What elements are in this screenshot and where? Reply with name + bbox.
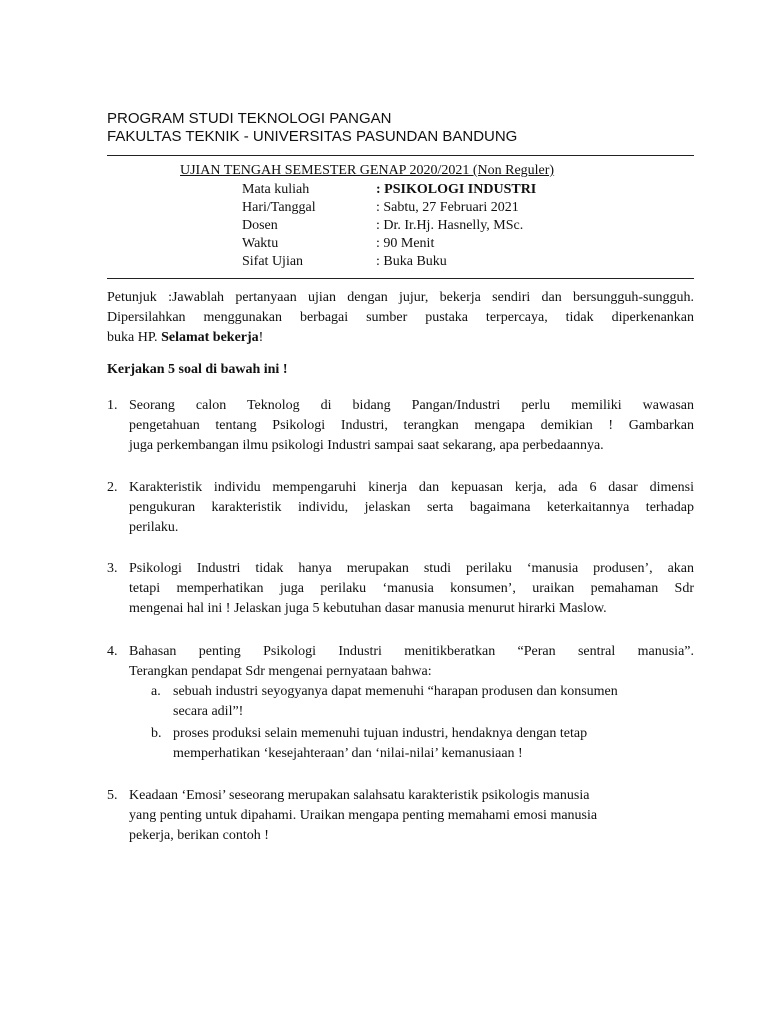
instructions	[107, 288, 694, 348]
question-number: 2.	[107, 480, 118, 495]
subitem-line: proses produksi selain memenuhi tujuan industri, hendaknya dengan tetap	[173, 726, 588, 741]
subitem-label: a.	[151, 684, 161, 699]
question-number: 3.	[107, 561, 118, 576]
bottom-rule	[107, 278, 694, 279]
info-label: Waktu	[242, 236, 279, 251]
info-value-lecturer: : Dr. Ir.Hj. Hasnelly, MSc.	[376, 218, 524, 233]
question-line: Terangkan pendapat Sdr mengenai pernyataan bahwa:	[129, 664, 432, 679]
subitem-label: b.	[151, 726, 162, 741]
subitem-line: sebuah industri seyogyanya dapat memenuhi “harapan produsen dan konsumen	[173, 684, 618, 699]
question-line: yang penting untuk dipahami. Uraikan mengapa penting memahami emosi manusia	[129, 808, 598, 823]
question-line: juga perkembangan ilmu psikologi Industri sampai saat sekarang, apa perbedaannya.	[129, 438, 604, 453]
info-value-nature: : Buka Buku	[376, 254, 447, 269]
question-number: 4.	[107, 644, 118, 659]
program-name: PROGRAM STUDI TEKNOLOGI PANGAN	[107, 110, 392, 127]
question-line: Psikologi Industri tidak hanya merupakan studi perilaku ‘manusia produsen’, akan	[129, 561, 694, 576]
task-heading: Kerjakan 5 soal di bawah ini !	[107, 362, 288, 377]
question-number: 1.	[107, 398, 118, 413]
good-luck-text: Selamat bekerja	[161, 330, 259, 345]
question-line: tetapi memperhatikan juga perilaku ‘manusia konsumen’, uraikan pemahaman Sdr	[129, 581, 694, 596]
info-label: Mata kuliah	[242, 182, 310, 197]
question-line: Bahasan penting Psikologi Industri menitikberatkan “Peran sentral manusia”.	[129, 644, 694, 659]
question-line: perilaku.	[129, 520, 179, 535]
subitem-line: secara adil”!	[173, 704, 244, 719]
instructions-line: buka HP. Selamat bekerja!	[107, 330, 264, 345]
question-line: pengetahuan tentang Psikologi Industri, terangkan mengapa demikian ! Gambarkan	[129, 418, 694, 433]
instructions-line: Petunjuk :Jawablah pertanyaan ujian dengan jujur, bekerja sendiri dan bersungguh-sungguh.	[107, 290, 694, 305]
info-label: Dosen	[242, 218, 278, 233]
info-value-date: : Sabtu, 27 Februari 2021	[376, 200, 519, 215]
info-value-course: : PSIKOLOGI INDUSTRI	[376, 182, 537, 197]
info-label: Sifat Ujian	[242, 254, 304, 269]
exam-title: UJIAN TENGAH SEMESTER GENAP 2020/2021 (Non Reguler)	[180, 163, 555, 178]
question-number: 5.	[107, 788, 118, 803]
info-value-duration: : 90 Menit	[376, 236, 435, 251]
faculty-name: FAKULTAS TEKNIK - UNIVERSITAS PASUNDAN BANDUNG	[107, 128, 518, 145]
top-rule	[107, 155, 694, 156]
question-line: pengukuran karakteristik individu, jelaskan serta bagaimana keterkaitannya terhadap	[129, 500, 694, 515]
question-line: Keadaan ‘Emosi’ seseorang merupakan salahsatu karakteristik psikologis manusia	[129, 788, 590, 803]
info-label: Hari/Tanggal	[242, 200, 316, 215]
question-line: Karakteristik individu mempengaruhi kinerja dan kepuasan kerja, ada 6 dasar dimensi	[129, 480, 694, 495]
question-line: pekerja, berikan contoh !	[129, 828, 269, 843]
subitem-line: memperhatikan ‘kesejahteraan’ dan ‘nilai-nilai’ kemanusiaan !	[173, 746, 523, 761]
instructions-line: Dipersilahkan menggunakan berbagai sumber pustaka terpercaya, tidak diperkenankan	[107, 310, 694, 325]
question-line: Seorang calon Teknolog di bidang Pangan/Industri perlu memiliki wawasan	[129, 398, 694, 413]
question-line: mengenai hal ini ! Jelaskan juga 5 kebutuhan dasar manusia menurut hirarki Maslow.	[129, 601, 607, 616]
